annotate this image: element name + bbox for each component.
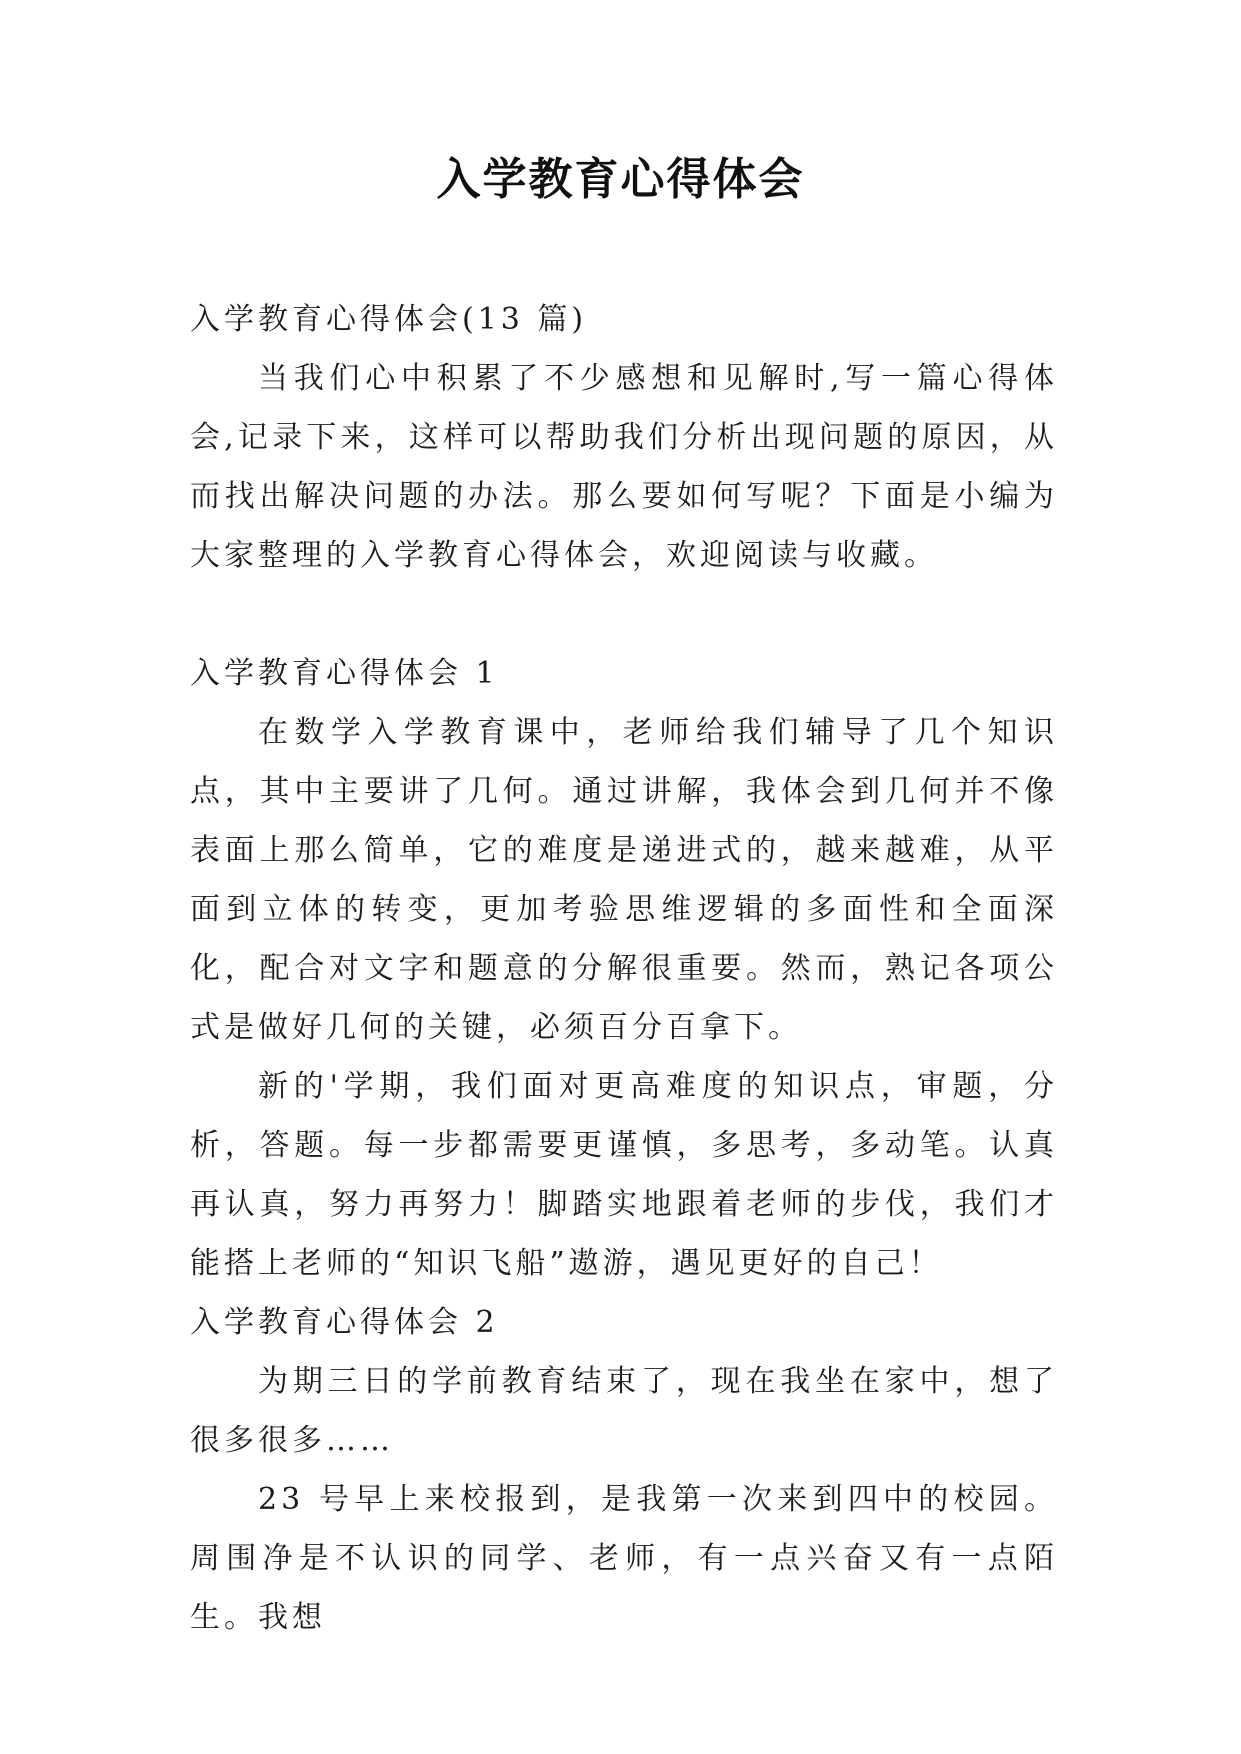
intro-paragraph: 当我们心中积累了不少感想和见解时,写一篇心得体会,记录下来，这样可以帮助我们分析出现问题的原因，从而找出解决问题的办法。那么要如何写呢？下面是小编为大家整理的入学教育心得体会，欢迎阅读与收藏。 xyxy=(190,361,1058,573)
document-body xyxy=(190,290,1058,1647)
paragraph: 为期三日的学前教育结束了，现在我坐在家中，想了很多很多…… xyxy=(190,1364,1058,1458)
section-heading: 入学教育心得体会 1 xyxy=(190,656,499,691)
section-spacer xyxy=(190,585,1058,644)
document-title: 入学教育心得体会 xyxy=(436,154,805,205)
document-subtitle: 入学教育心得体会(13 篇) xyxy=(190,302,588,337)
paragraph: 在数学入学教育课中，老师给我们辅导了几个知识点，其中主要讲了几何。通过讲解，我体会到几何并不像表面上那么简单，它的难度是递进式的，越来越难，从平面到立体的转变，更加考验思维逻辑的多面性和全面深化，配合对文字和题意的分解很重要。然而，熟记各项公式是做好几何的关键，必须百分百拿下。 xyxy=(190,715,1058,1045)
paragraph: 新的'学期，我们面对更高难度的知识点，审题，分析，答题。每一步都需要更谨慎，多思考，多动笔。认真再认真，努力再努力！脚踏实地跟着老师的步伐，我们才能搭上老师的“知识飞船”遨游，遇见更好的自己！ xyxy=(190,1069,1058,1281)
paragraph: 23 号早上来校报到，是我第一次来到四中的校园。周围净是不认识的同学、老师，有一点兴奋又有一点陌生。我想 xyxy=(190,1482,1058,1635)
section-heading: 入学教育心得体会 2 xyxy=(190,1305,499,1340)
